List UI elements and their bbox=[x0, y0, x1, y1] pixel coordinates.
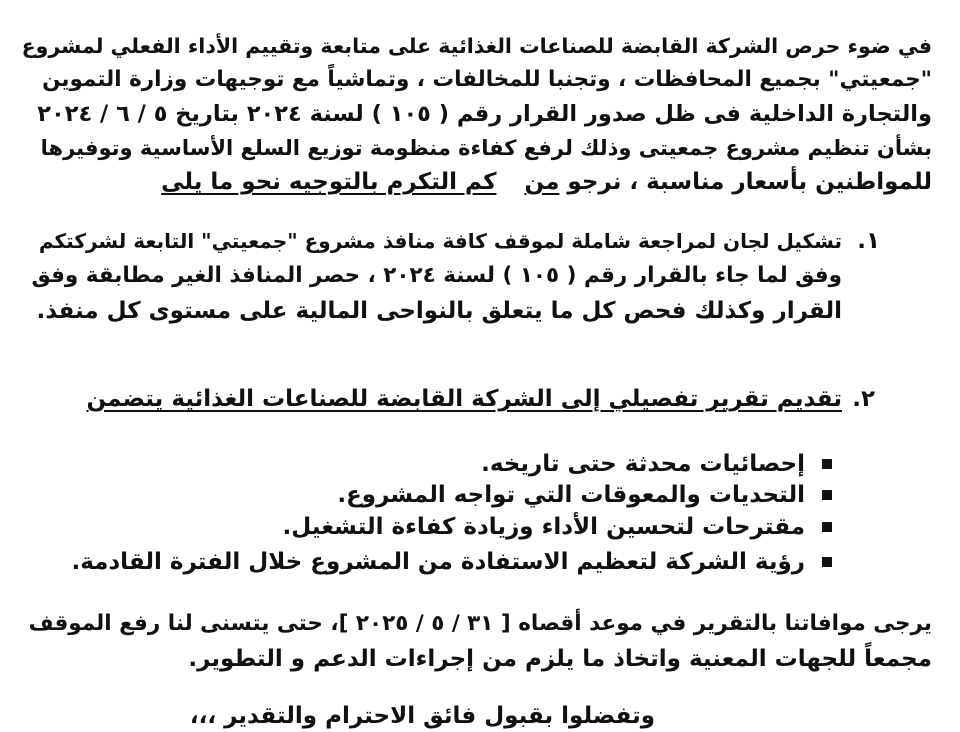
bullet-text: رؤية الشركة لتعظيم الاستفادة من المشروع خلال الفترة القادمة. bbox=[71, 549, 805, 575]
intro-line-3: والتجارة الداخلية فى ظل صدور القرار رقم ( ١٠٥ ) لسنة ٢٠٢٤ بتاريخ ٥ / ٦ / ٢٠٢٤ bbox=[37, 101, 932, 127]
item-1-number: ١. bbox=[857, 228, 880, 254]
bullet-text: التحديات والمعوقات التي تواجه المشروع. bbox=[337, 482, 805, 508]
bullet-marker bbox=[822, 490, 832, 500]
intro-line-5-underlined-word: من bbox=[524, 169, 560, 195]
intro-line-4: بشأن تنظيم مشروع جمعيتى وذلك لرفع كفاءة منظومة توزيع السلع الأساسية وتوفيرها bbox=[40, 136, 932, 160]
closing-salutation: وتفضلوا بقبول فائق الاحترام والتقدير ،،، bbox=[189, 703, 655, 729]
request-line-1: يرجى موافاتنا بالتقرير في موعد أقصاه [ ٣١ / ٥ / ٢٠٢٥ ]، حتى يتسنى لنا رفع الموقف bbox=[28, 611, 932, 636]
intro-line-5-text: للمواطنين بأسعار مناسبة ، نرجو bbox=[567, 169, 932, 195]
intro-line-5-underlined-phrase: كم التكرم بالتوجيه نحو ما يلى bbox=[161, 169, 497, 195]
item-2-heading: تقديم تقرير تفصيلي إلى الشركة القابضة للصناعات الغذائية يتضمن bbox=[86, 386, 842, 412]
request-line-2: مجمعاً للجهات المعنية واتخاذ ما يلزم من إجراءات الدعم و التطوير. bbox=[188, 646, 932, 672]
intro-line-2: "جمعيتي" بجميع المحافظات ، وتجنبا للمخالفات ، وتماشياً مع توجيهات وزارة التموين bbox=[42, 67, 932, 92]
bullet-marker bbox=[822, 522, 832, 532]
bullet-text: مقترحات لتحسين الأداء وزيادة كفاءة التشغيل. bbox=[282, 514, 805, 540]
item-1-line-1: تشكيل لجان لمراجعة شاملة لموقف كافة منافذ مشروع "جمعيتي" التابعة لشركتكم bbox=[38, 229, 842, 253]
bullet-marker bbox=[822, 557, 832, 567]
intro-line-5 bbox=[161, 166, 932, 198]
intro-line-1: في ضوء حرص الشركة القابضة للصناعات الغذائية على متابعة وتقييم الأداء الفعلي لمشروع bbox=[21, 34, 932, 58]
bullet-text: إحصائيات محدثة حتى تاريخه. bbox=[481, 451, 805, 477]
item-1-line-3: القرار وكذلك فحص كل ما يتعلق بالنواحى المالية على مستوى كل منفذ. bbox=[36, 298, 842, 324]
item-2-number: ٢. bbox=[852, 386, 875, 412]
bullet-marker bbox=[822, 459, 832, 469]
item-1-line-2: وفق لما جاء بالقرار رقم ( ١٠٥ ) لسنة ٢٠٢٤ ، حصر المنافذ الغير مطابقة وفق bbox=[31, 263, 842, 288]
